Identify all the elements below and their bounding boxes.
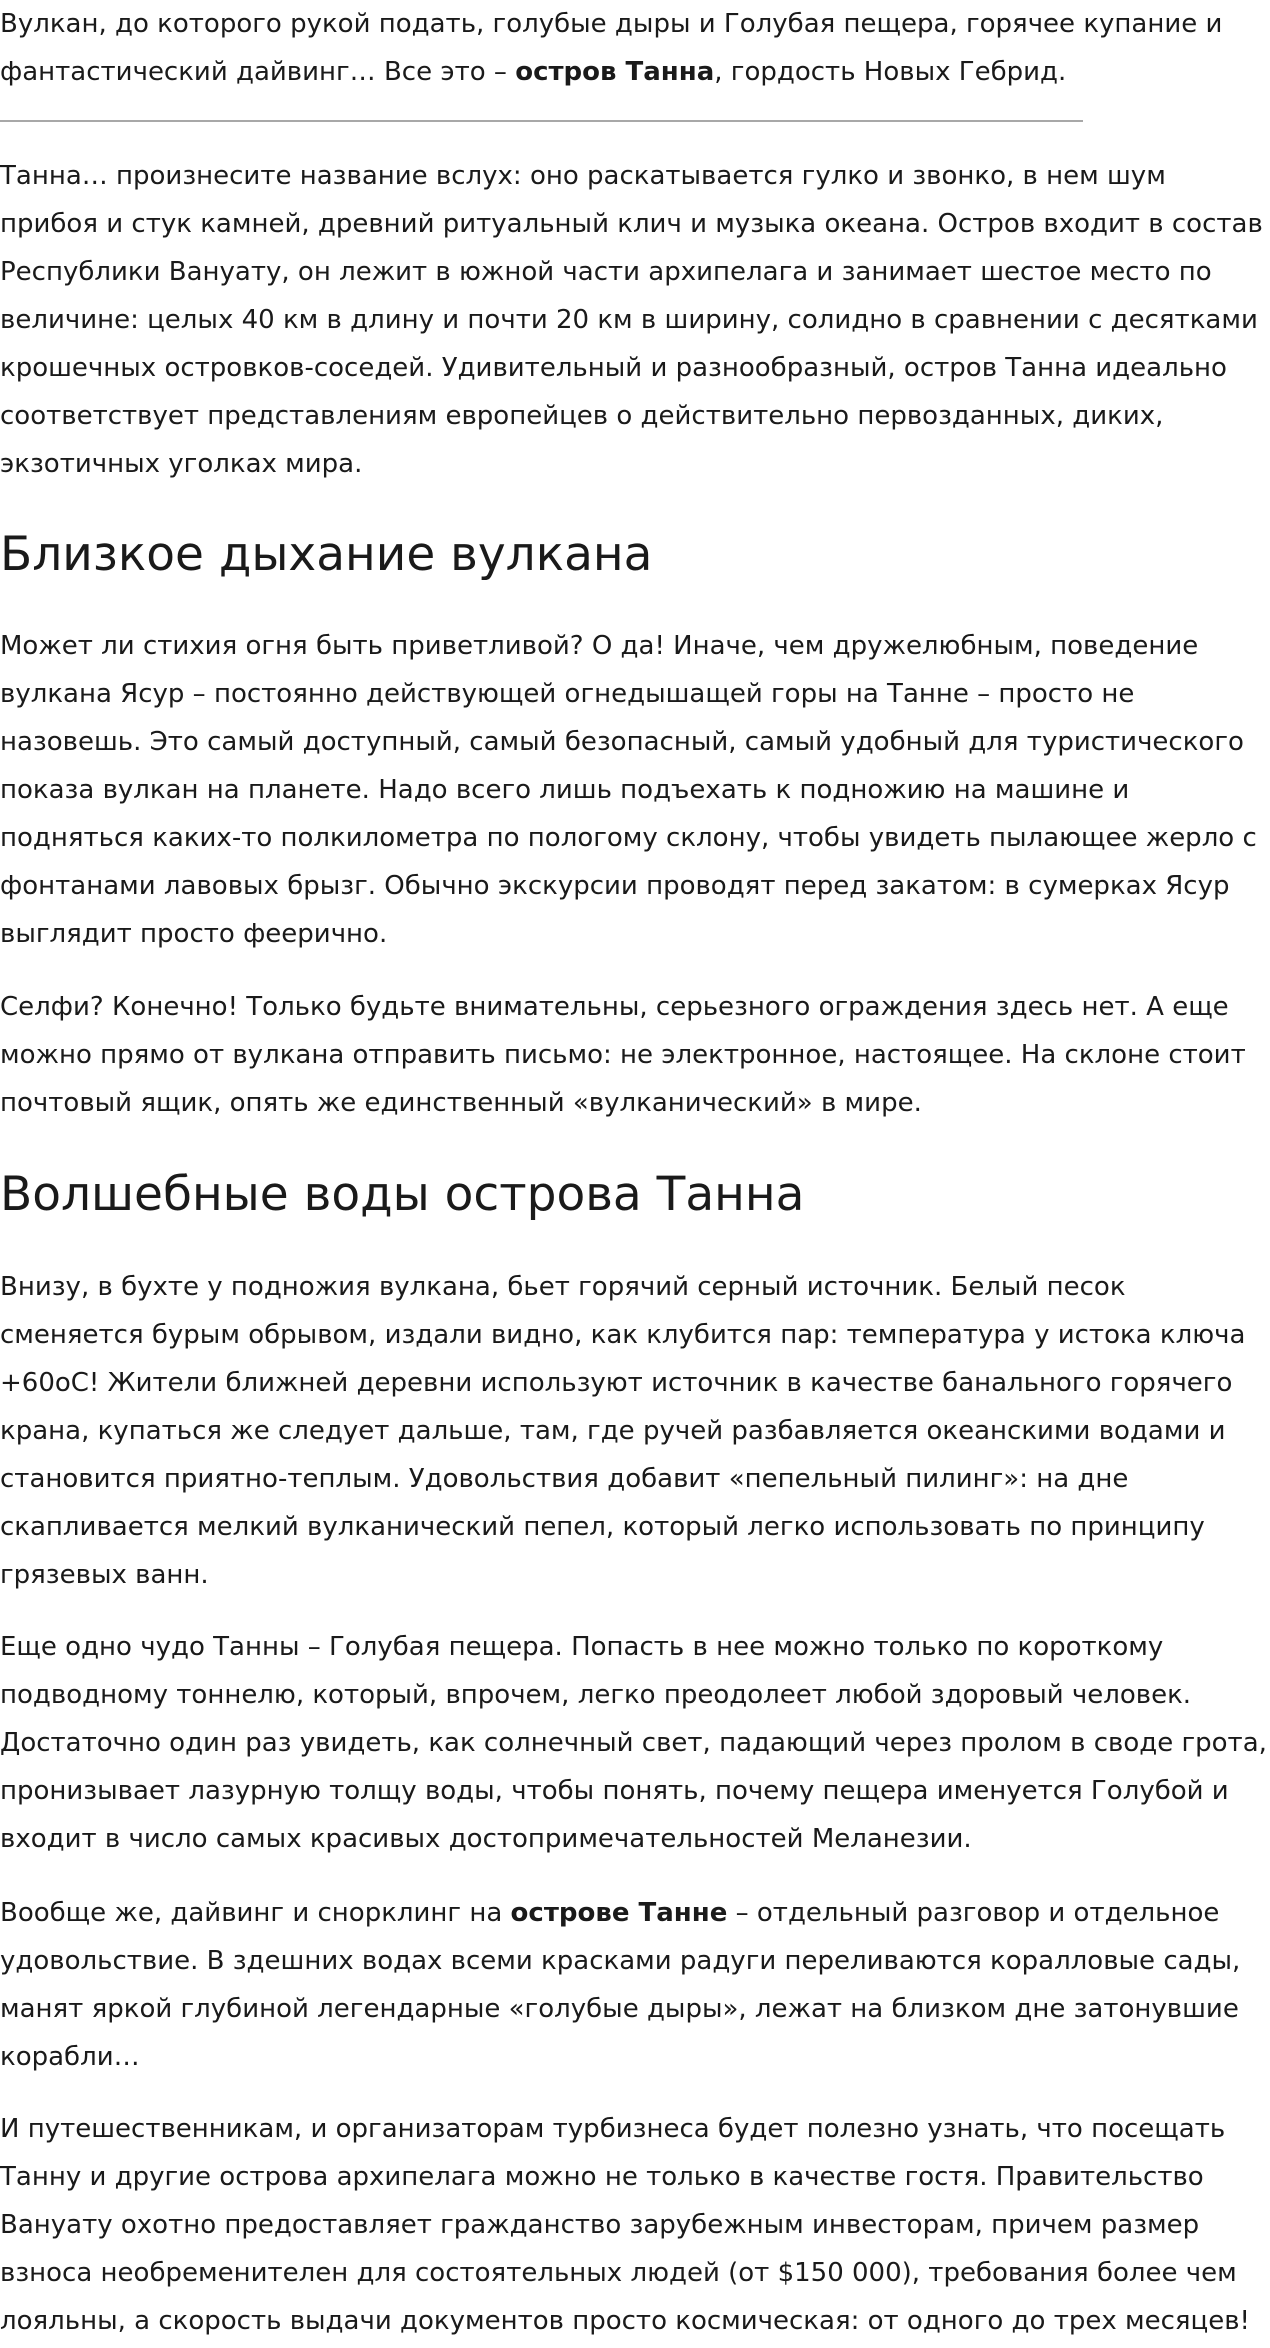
intro-paragraph (0, 0, 1268, 96)
section-intro (0, 152, 1268, 488)
paragraph-volcano-yasur: Может ли стихия огня быть приветливой? О да! Иначе, чем дружелюбным, поведение вулкана Ясур – постоянно действующей огнедышащей горы на Танне – просто не назовешь. Это самый доступный, самый безопасный, самый удобный для туристического показа вулкан на планете. Надо всего лишь подъехать к подножию на машине и подняться каких-то полкилометра по пологому склону, чтобы увидеть пылающее жерло с фонтанами лавовых брызг. Обычно экскурсии проводят перед закатом: в сумерках Ясур выглядит просто феерично. (0, 631, 1257, 949)
section-diving (0, 1889, 1268, 2081)
paragraph-blue-cave: Еще одно чудо Танны – Голубая пещера. Попасть в нее можно только по короткому подводному тоннелю, который, впрочем, легко преодолеет любой здоровый человек. Достаточно один раз увидеть, как солнечный свет, падающий через пролом в своде грота, пронизывает лазурную толщу воды, чтобы понять, почему пещера именуется Голубой и входит в число самых красивых достопримечательностей Меланезии. (0, 1632, 1267, 1854)
diving-bold-island-name: острове Танне (510, 1898, 728, 1928)
heading-volcano: Близкое дыхание вулкана (0, 527, 653, 582)
section-waters-heading (0, 1165, 1268, 1225)
section-citizenship (0, 2105, 1268, 2345)
intro-bold-island-name: остров Танна (515, 57, 715, 87)
heading-waters: Волшебные воды острова Танна (0, 1167, 805, 1222)
paragraph-diving (0, 1889, 1268, 2081)
section-blue-cave (0, 1623, 1268, 1863)
intro-text-before: Вулкан, до которого рукой подать, голубые дыры и Голубая пещера, горячее купание и фантастический дайвинг… Все это – (0, 9, 1223, 87)
paragraph-tanna-description: Танна… произнесите название вслух: оно раскатывается гулко и звонко, в нем шум прибоя и стук камней, древний ритуальный клич и музыка океана. Остров входит в состав Республики Вануату, он лежит в южной части архипелага и занимает шестое место по величине: целых 40 км в длину и почти 20 км в ширину, солидно в сравнении с десятками крошечных островков-соседей. Удивительный и разнообразный, остров Танна идеально соответствует представлениям европейцев о действительно первозданных, диких, экзотичных уголках мира. (0, 161, 1263, 479)
section-selfie (0, 983, 1268, 1127)
paragraph-hot-spring: Внизу, в бухте у подножия вулкана, бьет горячий серный источник. Белый песок сменяется бурым обрывом, издали видно, как клубится пар: температура у истока ключа +60оС! Жители ближней деревни используют источник в качестве банального горячего крана, купаться же следует дальше, там, где ручей разбавляется океанскими водами и становится приятно-теплым. Удовольствия добавит «пепельный пилинг»: на дне скапливается мелкий вулканический пепел, который легко использовать по принципу грязевых ванн. (0, 1272, 1246, 1590)
section-volcano (0, 622, 1268, 958)
intro-divider (0, 120, 1083, 122)
intro-block (0, 0, 1268, 96)
paragraph-citizenship: И путешественникам, и организаторам турбизнеса будет полезно узнать, что посещать Танну и другие острова архипелага можно не только в качестве гостя. Правительство Вануату охотно предоставляет гражданство зарубежным инвесторам, причем размер взноса необременителен для состоятельных людей (от $150 000), требования более чем лояльны, а скорость выдачи документов просто космическая: от одного до трех месяцев! (0, 2114, 1250, 2336)
diving-text-before: Вообще же, дайвинг и снорклинг на (0, 1898, 511, 1928)
section-volcano-heading (0, 525, 1268, 585)
paragraph-selfie-mailbox: Селфи? Конечно! Только будьте внимательны, серьезного ограждения здесь нет. А еще можно прямо от вулкана отправить письмо: не электронное, настоящее. На склоне стоит почтовый ящик, опять же единственный «вулканический» в мире. (0, 992, 1246, 1118)
section-hot-spring (0, 1263, 1268, 1599)
intro-text-after: , гордость Новых Гебрид. (714, 57, 1067, 87)
diving-text-after: – отдельный разговор и отдельное удовольствие. В здешних водах всеми красками радуги переливаются коралловые сады, манят яркой глубиной легендарные «голубые дыры», лежат на близком дне затонувшие корабли… (0, 1898, 1241, 2072)
